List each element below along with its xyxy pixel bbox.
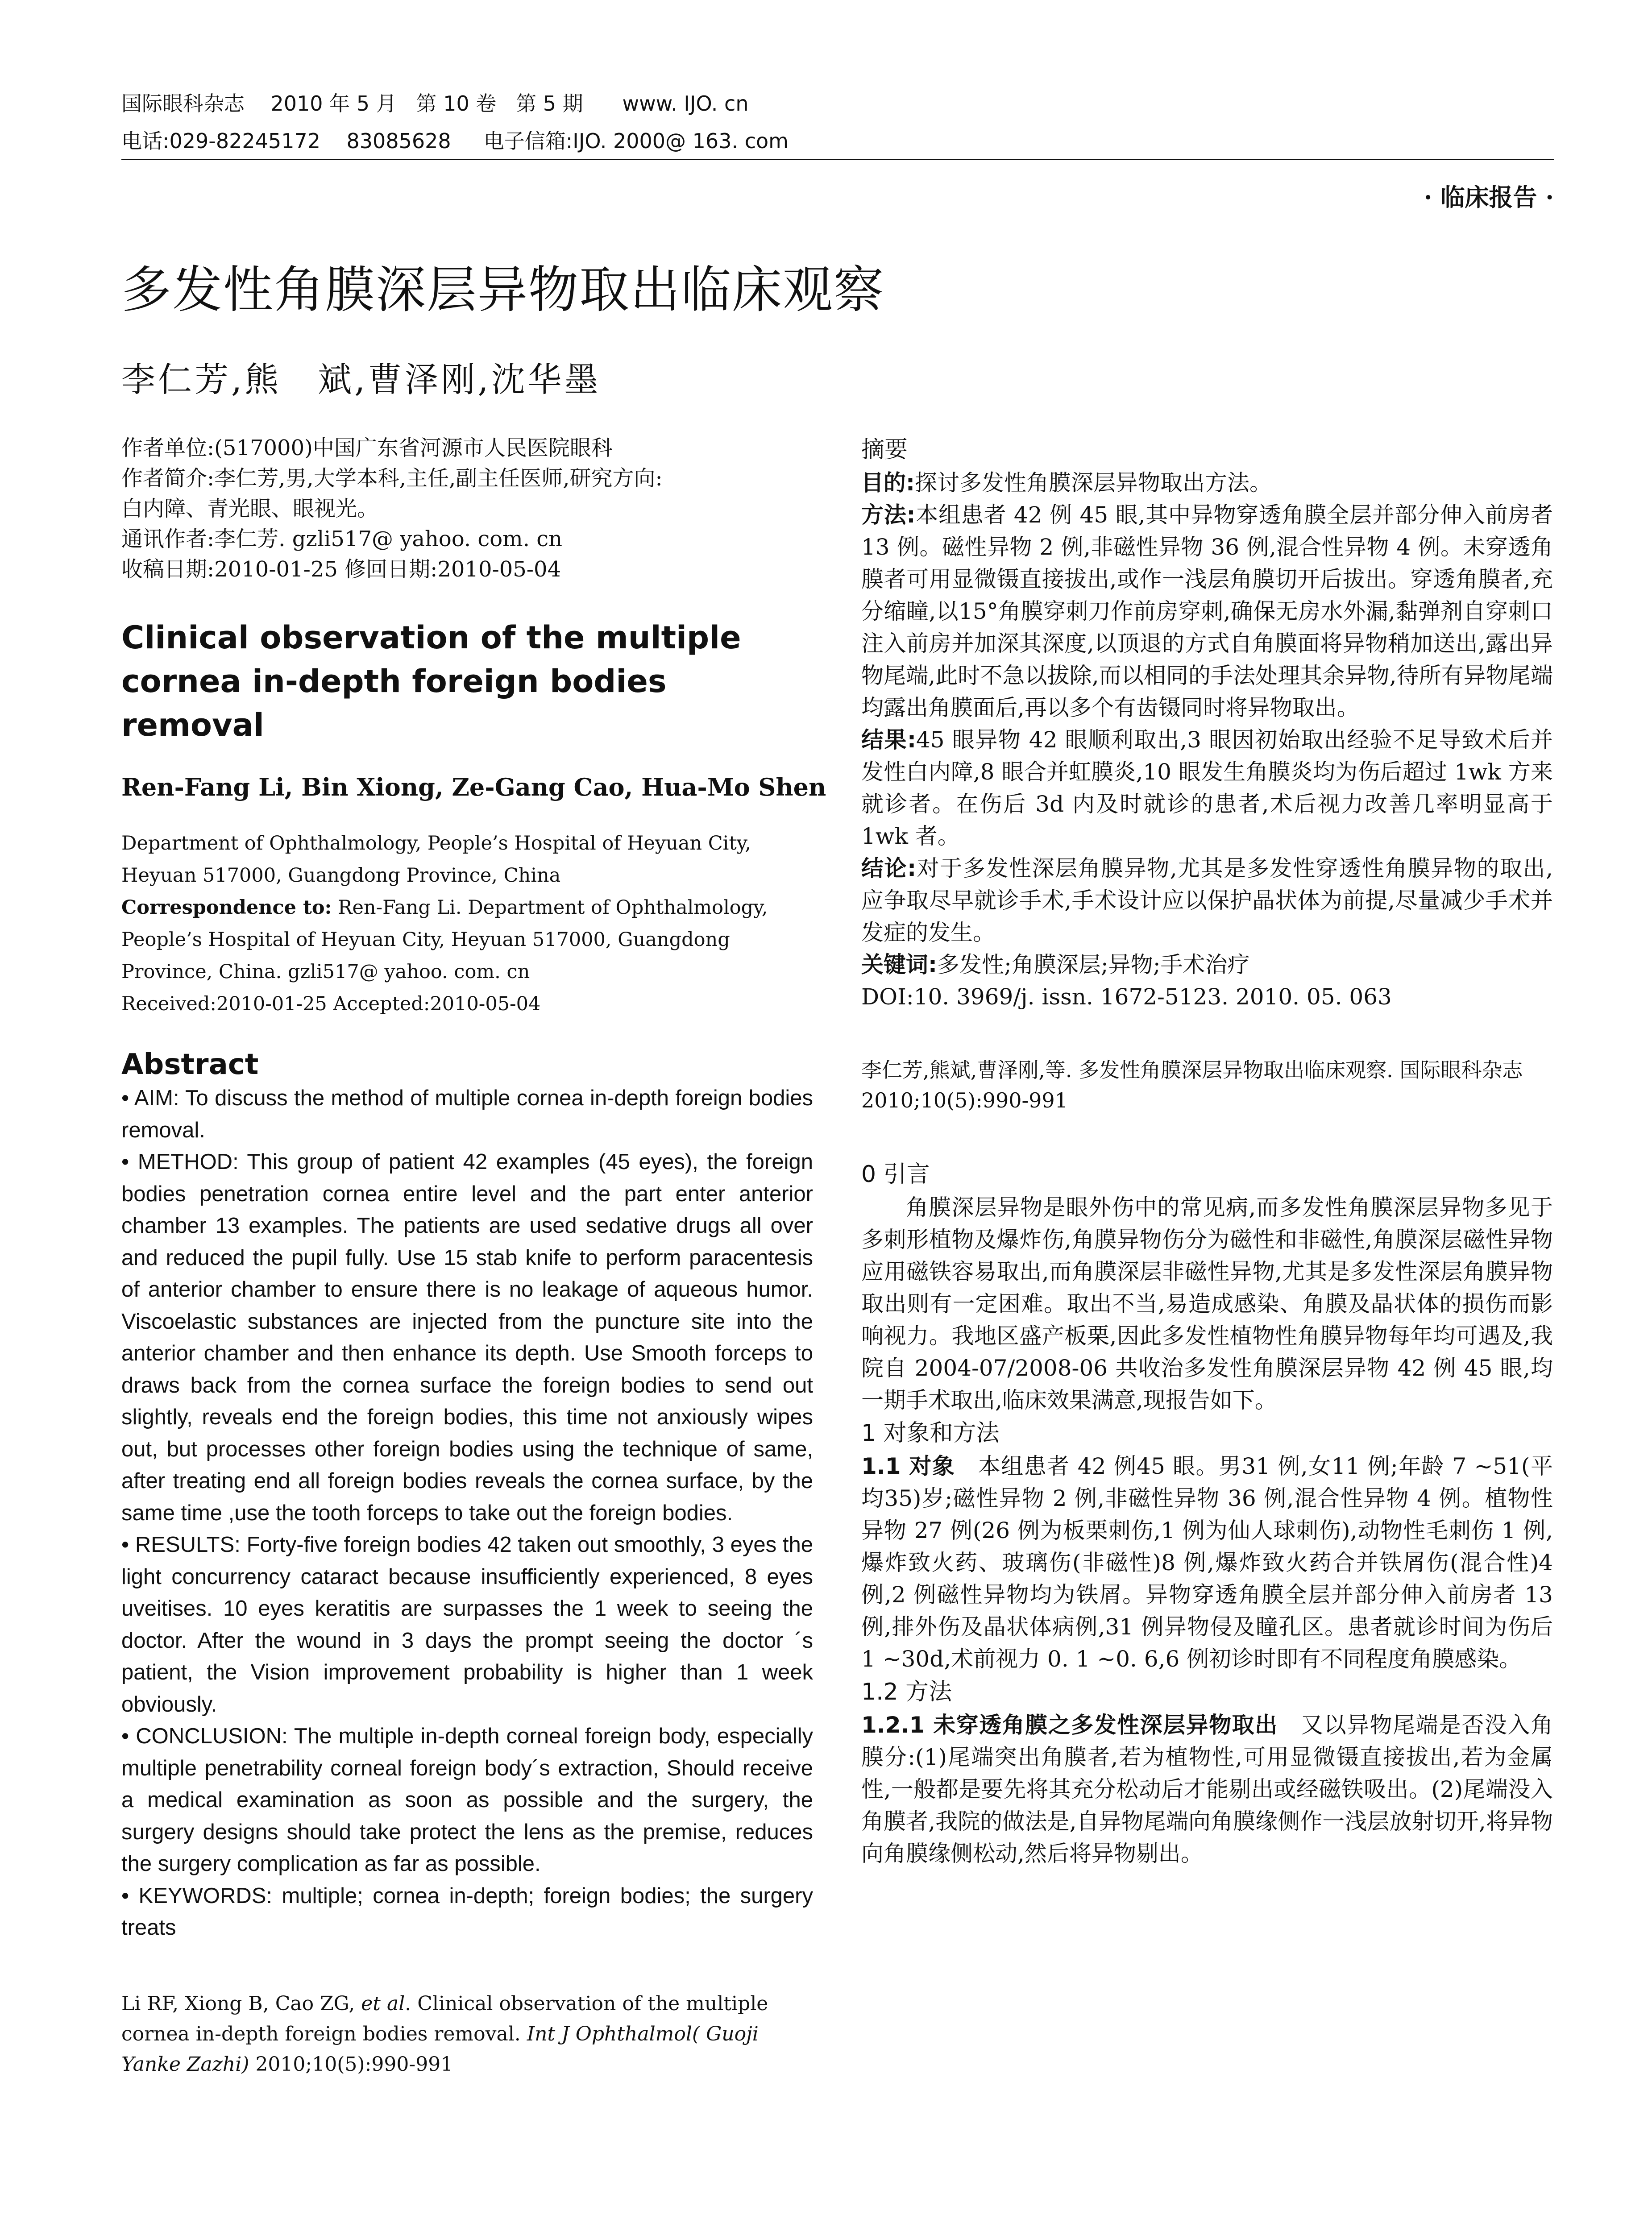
abstract-aim: • AIM: To discuss the method of multiple cornea in-depth foreign bodies removal. [121, 1086, 813, 1142]
abstract-cn-keywords-label: 关键词: [861, 952, 937, 978]
author-affiliation: 作者单位:(517000)中国广东省河源市人民医院眼科 [121, 435, 613, 460]
header-rule [121, 159, 1554, 160]
author-bio: 作者简介:李仁芳,男,大学本科,主任,副主任医师,研究方向: [121, 466, 663, 491]
authors-en: Ren-Fang Li, Bin Xiong, Ze-Gang Cao, Hua-Mo Shen [121, 773, 826, 801]
citation-authors: Li RF, Xiong B, Cao ZG, [121, 1992, 361, 2015]
abstract-cn-results-text: 45 眼异物 42 眼顺利取出,3 眼因初始取出经验不足导致术后并发性白内障,8 眼合并虹膜炎,10 眼发生角膜炎均为伤后超过 1wk 方来就诊者。在伤后 3d 内及时就诊的患者,术后视力改善几率明显高于 1wk 者。 [861, 727, 1553, 849]
left-column [121, 433, 826, 2080]
article-title-en: Clinical observation of the multiple cornea in-depth foreign bodies removal [121, 619, 741, 743]
abstract-cn-method-text: 本组患者 42 例 45 眼,其中异物穿透角膜全层并部分伸入前房者 13 例。磁性异物 2 例,非磁性异物 36 例,混合性异物 4 例。未穿透角膜者可用显微镊直接拔出,或作一浅层角膜切开后拔出。穿透角膜者,充分缩瞳,以15°角膜穿刺刀作前房穿刺,确保无房水外漏,黏弹剂自穿刺口注入前房并加深其深度,以顶退的方式自角膜面将异物稍加送出,露出异物尾端,此时不急以拔除,而以相同的手法处理其余异物,待所有异物尾端均露出角膜面后,再以多个有齿镊同时将异物取出。 [861, 502, 1553, 721]
corresponding-author: 通讯作者:李仁芳. gzli517@ yahoo. com. cn [121, 527, 563, 552]
citation-volume: 2010;10(5):990-991 [249, 2053, 453, 2076]
journal-header-line-1: 国际眼科杂志 2010 年 5 月 第 10 卷 第 5 期 www. IJO. cn [121, 91, 749, 116]
correspondence-en [121, 892, 813, 988]
correspondence-text: Ren-Fang Li. Department of Ophthalmology, People’s Hospital of Heyuan City, Heyuan 517000, Guangdong Province, China. gzli517@ yahoo. com. cn [121, 896, 768, 983]
abstract-cn-keywords-text: 多发性;角膜深层;异物;手术治疗 [937, 952, 1250, 978]
section-1-2-1-label: 1.2.1 未穿透角膜之多发性深层异物取出 [861, 1712, 1278, 1738]
abstract-keywords: • KEYWORDS: multiple; cornea in-depth; foreign bodies; the surgery treats [121, 1883, 813, 1940]
journal-header-line-2: 电话:029-82245172 83085628 电子信箱:IJO. 2000@ 163. com [121, 129, 789, 153]
abstract-cn-conclusion-label: 结论: [861, 855, 917, 881]
citation-journal: Int J Ophthalmol( Guoji Yanke Zazhi) [121, 2022, 759, 2076]
section-1-1-text: 本组患者 42 例45 眼。男31 例,女11 例;年龄 7 ~51(平均35)岁;磁性异物 2 例,非磁性异物 36 例,混合性异物 4 例。植物性异物 27 例(26 例为板栗刺伤,1 例为仙人球刺伤),动物性毛刺伤 1 例,爆炸致火药、玻璃伤(非磁性)8 例,爆炸致火药合并铁屑伤(混合性)4 例,2 例磁性异物均为铁屑。异物穿透角膜全层并部分伸入前房者 13 例,排外伤及晶状体病例,31 例异物侵及瞳孔区。患者就诊时间为伤后 1 ~30d,术前视力 0. 1 ~0. 6,6 例初诊时即有不同程度角膜感染。 [861, 1453, 1553, 1672]
correspondence-label: Correspondence to: [121, 896, 332, 919]
received-dates-cn: 收稿日期:2010-01-25 修回日期:2010-05-04 [121, 557, 561, 582]
abstract-cn-aim-text: 探讨多发性角膜深层异物取出方法。 [915, 470, 1272, 496]
citation-etal: et al [361, 1992, 405, 2015]
section-tag: · 临床报告 · [1424, 183, 1554, 211]
citation-cn: 李仁芳,熊斌,曹泽刚,等. 多发性角膜深层异物取出临床观察. 国际眼科杂志 2010;10(5):990-991 [861, 1058, 1523, 1112]
abstract-cn-conclusion [861, 852, 1553, 949]
citation-title: . Clinical observation of the multiple cornea in-depth foreign bodies removal. [121, 1992, 768, 2045]
section-1-2-1-text: 又以异物尾端是否没入角膜分:(1)尾端突出角膜者,若为植物性,可用显微镊直接拔出,若为金属性,一般都是要先将其充分松动后才能剔出或经磁铁吸出。(2)尾端没入角膜者,我院的做法是,自异物尾端向角膜缘侧作一浅层放射切开,将异物向角膜缘侧松动,然后将异物剔出。 [861, 1712, 1553, 1866]
abstract-cn-aim-label: 目的: [861, 470, 915, 496]
doi: DOI:10. 3969/j. issn. 1672-5123. 2010. 05. 063 [861, 984, 1392, 1010]
citation-en [121, 1989, 813, 2080]
article-title-cn: 多发性角膜深层异物取出临床观察 [121, 261, 884, 319]
authors-cn: 李仁芳,熊 斌,曹泽刚,沈华墨 [121, 360, 601, 399]
section-1-2-1 [861, 1709, 1553, 1870]
abstract-cn-conclusion-text: 对于多发性深层角膜异物,尤其是多发性穿透性角膜异物的取出,应争取尽早就诊手术,手术设计应以保护晶状体为前提,尽量减少手术并发症的发生。 [861, 855, 1553, 945]
abstract-cn-method-label: 方法: [861, 502, 916, 528]
abstract-conclusion: • CONCLUSION: The multiple in-depth corneal foreign body, especially multiple penetrability corneal foreign body´s extraction, Should receive a medical examination as soon as possible and the surgery, the surgery designs should take protect the lens as the premise, reduces the surgery complication as far as possible. [121, 1724, 813, 1876]
abstract-cn-results [861, 724, 1553, 852]
abstract-cn-method [861, 499, 1553, 724]
abstract-results: • RESULTS: Forty-five foreign bodies 42 taken out smoothly, 3 eyes the light concurrency cataract because insufficiently experienced, 8 eyes uveitises. 10 eyes keratitis are surpasses the 1 week to seeing the doctor. After the wound in 3 days the prompt seeing the doctor ´s patient, the Vision improvement probability is higher than 1 week obviously. [121, 1533, 813, 1717]
abstract-cn-aim [861, 467, 1553, 499]
section-1-1-label: 1.1 对象 [861, 1453, 955, 1479]
received-dates-en: Received:2010-01-25 Accepted:2010-05-04 [121, 993, 541, 1015]
abstract-cn-heading: 摘要 [861, 436, 908, 463]
author-bio-cont: 白内障、青光眼、眼视光。 [121, 496, 379, 521]
abstract-cn-keywords [861, 949, 1553, 981]
affiliation-en [121, 827, 813, 1020]
intro-heading: 0 引言 [861, 1161, 930, 1188]
section-1-heading: 1 对象和方法 [861, 1420, 1000, 1447]
right-column [861, 433, 1553, 1870]
department-en: Department of Ophthalmology, People’s Hospital of Heyuan City, Heyuan 517000, Guangdong Province, China [121, 832, 751, 887]
abstract-method: • METHOD: This group of patient 42 examples (45 eyes), the foreign bodies penetration cornea entire level and the part enter anterior chamber 13 examples. The patients are used sedative drugs all over and reduced the pupil fully. Use 15 stab knife to perform paracentesis of anterior chamber to ensure there is no leakage of aqueous humor. Viscoelastic substances are injected from the puncture site into the anterior chamber and then enhance its depth. Use Smooth forceps to draws back from the cornea surface the foreign bodies to send out slightly, reveals end the foreign bodies, this time not anxiously wipes out, but processes other foreign bodies using the technique of same, after treating end all foreign bodies reveals the cornea surface, by the same time ,use the tooth forceps to take out the foreign bodies. [121, 1150, 813, 1525]
intro-paragraph: 角膜深层异物是眼外伤中的常见病,而多发性角膜深层异物多见于多刺形植物及爆炸伤,角膜异物伤分为磁性和非磁性,角膜深层磁性异物应用磁铁容易取出,而角膜深层非磁性异物,尤其是多发性深层角膜异物取出则有一定困难。取出不当,易造成感染、角膜及晶状体的损伤而影响视力。我地区盛产板栗,因此多发性植物性角膜异物每年均可遇及,我院自 2004-07/2008-06 共收治多发性角膜深层异物 42 例 45 眼,均一期手术取出,临床效果满意,现报告如下。 [861, 1194, 1553, 1413]
section-1-1 [861, 1450, 1553, 1675]
section-1-2-heading: 1.2 方法 [861, 1679, 952, 1705]
abstract-heading: Abstract [121, 1048, 259, 1081]
abstract-cn-results-label: 结果: [861, 727, 916, 753]
